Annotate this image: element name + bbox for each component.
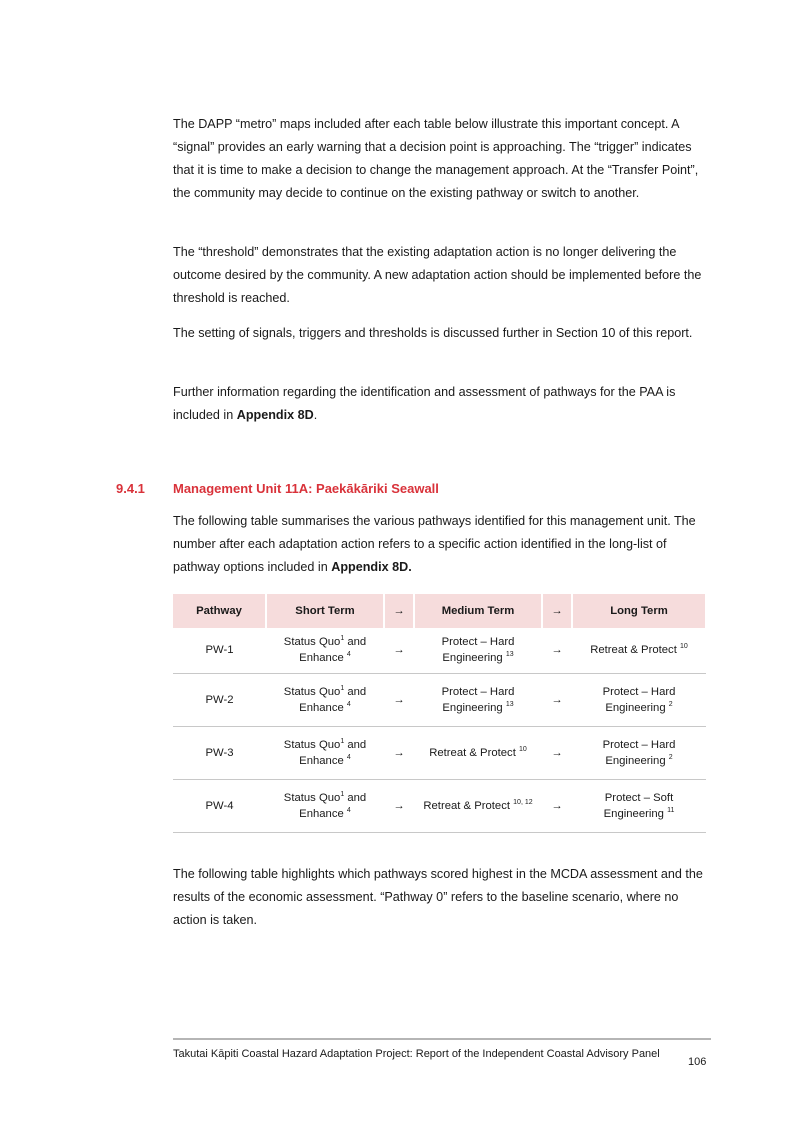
cell-pathway: PW-1 (173, 628, 266, 673)
table-header-row (173, 594, 706, 628)
footnote-ref: 1 (340, 737, 345, 745)
after-table-paragraph: The following table highlights which pathways scored highest in the MCDA assessment and the results of the economic assessment. “Pathway 0” refers to the baseline scenario, where no action is taken. (173, 867, 703, 927)
page-number: 106 (688, 1056, 707, 1068)
footnote-ref: 1 (340, 684, 345, 692)
header-medium-term: Medium Term (414, 594, 542, 628)
cell-text: Status Quo (283, 685, 341, 698)
intro-paragraph-2: The “threshold” demonstrates that the existing adaptation action is no longer delivering the outcome desired by the community. A new adaptation action should be implemented before the threshold is reached. (173, 245, 702, 305)
cell-text: Engineering (605, 701, 666, 714)
cell-text: Retreat & Protect (423, 799, 511, 812)
cell-short-term (266, 726, 384, 779)
arrow-icon: → (542, 673, 572, 726)
cell-medium-term (414, 673, 542, 726)
cell-long-term (572, 673, 706, 726)
cell-long-term (572, 779, 706, 832)
cell-text: Engineering (605, 754, 666, 767)
cell-text: Enhance (299, 754, 344, 767)
footnote-ref: 11 (667, 806, 675, 814)
cell-medium-term (414, 779, 542, 832)
intro-paragraph-3: The setting of signals, triggers and thresholds is discussed further in Section 10 of this report. (173, 326, 693, 340)
footnote-ref: 4 (346, 700, 351, 708)
cell-short-term (266, 673, 384, 726)
header-long-term: Long Term (572, 594, 706, 628)
cell-text: Retreat & Protect (590, 644, 677, 657)
table-row (173, 779, 706, 832)
cell-text: Protect – Hard (602, 738, 676, 751)
cell-text: Protect – Soft (604, 791, 674, 804)
arrow-icon: → (542, 726, 572, 779)
cell-text: Status Quo (283, 738, 341, 751)
paragraph-text: . (313, 408, 318, 422)
cell-text: and (344, 791, 367, 804)
footnote-ref: 1 (340, 790, 345, 798)
footnote-ref: 10 (519, 745, 527, 753)
arrow-icon: → (384, 628, 414, 673)
intro-paragraph-4 (173, 381, 713, 427)
cell-text: and (344, 738, 367, 751)
cell-medium-term (414, 726, 542, 779)
footnote-ref: 10, 12 (513, 798, 533, 806)
footer-divider (173, 1038, 711, 1040)
cell-text: Protect – Hard (602, 685, 676, 698)
pathway-table (173, 594, 707, 833)
cell-short-term (266, 779, 384, 832)
footnote-ref: 4 (346, 651, 351, 659)
cell-text: and (344, 636, 367, 649)
section-title: Management Unit 11A: Paekākāriki Seawall (173, 481, 439, 496)
table-row (173, 673, 706, 726)
appendix-link-text: Appendix 8D (236, 408, 314, 422)
cell-pathway: PW-2 (173, 673, 266, 726)
arrow-icon: → (542, 628, 572, 673)
header-arrow-icon: → (542, 594, 572, 628)
cell-text: Protect – Hard (441, 636, 515, 649)
footnote-ref: 10 (680, 643, 688, 651)
cell-text: Engineering (442, 701, 503, 714)
arrow-icon: → (542, 779, 572, 832)
footnote-ref: 2 (668, 753, 673, 761)
cell-text: Enhance (299, 652, 344, 665)
cell-text: Protect – Hard (441, 685, 515, 698)
appendix-link-text: Appendix 8D. (331, 560, 412, 574)
footnote-ref: 4 (346, 806, 351, 814)
header-pathway: Pathway (173, 594, 266, 628)
cell-text: Engineering (442, 652, 503, 665)
cell-text: Status Quo (283, 636, 341, 649)
footnote-ref: 2 (668, 700, 673, 708)
cell-long-term (572, 726, 706, 779)
footer-title: Takutai Kāpiti Coastal Hazard Adaptation Project: Report of the Independent Coastal Advisory Panel (173, 1048, 660, 1060)
intro-paragraph-1: The DAPP “metro” maps included after each table below illustrate this important concept. A “signal” provides an early warning that a decision point is approaching. The “trigger” indicates that it is time to make a decision to change the management approach. At the “Transfer Point”, the community may decide to continue on the existing pathway or switch to another. (173, 117, 699, 200)
section-number: 9.4.1 (116, 481, 145, 496)
cell-text: Status Quo (283, 791, 341, 804)
section-paragraph (173, 510, 713, 579)
cell-pathway: PW-3 (173, 726, 266, 779)
header-arrow-icon: → (384, 594, 414, 628)
arrow-icon: → (384, 673, 414, 726)
cell-medium-term (414, 628, 542, 673)
footnote-ref: 4 (346, 753, 351, 761)
header-short-term: Short Term (266, 594, 384, 628)
arrow-icon: → (384, 726, 414, 779)
cell-long-term (572, 628, 706, 673)
paragraph-text: The following table summarises the various pathways identified for this management unit. The number after each adaptation action refers to a specific action identified in the long-list of pathway options included in (173, 514, 696, 574)
cell-short-term (266, 628, 384, 673)
cell-text: Enhance (299, 807, 344, 820)
cell-text: and (344, 685, 367, 698)
table-row (173, 628, 706, 673)
footnote-ref: 1 (340, 635, 345, 643)
cell-text: Enhance (299, 701, 344, 714)
cell-text: Retreat & Protect (429, 746, 516, 759)
table-row (173, 726, 706, 779)
cell-pathway: PW-4 (173, 779, 266, 832)
cell-text: Engineering (603, 807, 664, 820)
footnote-ref: 13 (505, 651, 514, 659)
arrow-icon: → (384, 779, 414, 832)
footnote-ref: 13 (505, 700, 514, 708)
paragraph-text: Further information regarding the identification and assessment of pathways for the PAA is included in (173, 385, 676, 422)
